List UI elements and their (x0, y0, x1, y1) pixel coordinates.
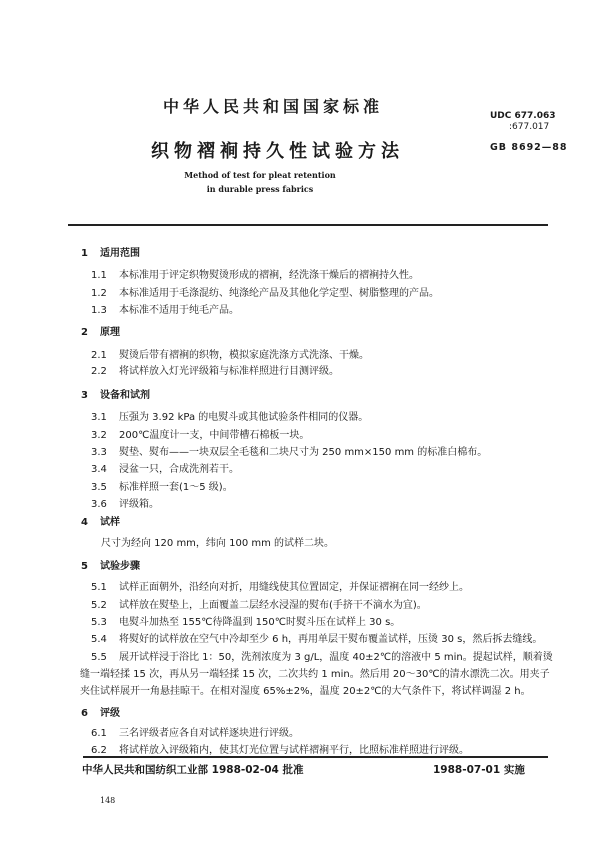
approval-statement: 中华人民共和国纺织工业部 1988-02-04 批准 (82, 764, 304, 776)
section-heading-2: 2 原理 (81, 327, 120, 338)
clause-1-2: 1.2 本标准适用于毛涤混纺、纯涤纶产品及其他化学定型、树脂整理的产品。 (91, 288, 439, 299)
clause-3-6: 3.6 评级箱。 (91, 499, 159, 510)
clause-5-5-continuation-2: 夹住试样展开一角悬挂晾干。在相对湿度 65%±2%，温度 20±2℃的大气条件下，将试样调湿 2 h。 (80, 686, 531, 697)
clause-5-3: 5.3 电熨斗加热至 155℃待降温到 150℃时熨斗压在试样上 30 s。 (91, 617, 401, 628)
clause-3-3: 3.3 熨垫、熨布——一块双层全毛毯和二块尺寸为 250 mm×150 mm 的标准白棉布。 (91, 447, 488, 458)
document-title-en-line-2: in durable press fabrics (206, 184, 314, 194)
national-standard-label: 中华人民共和国国家标准 (163, 97, 384, 116)
clause-1-3: 1.3 本标准不适用于纯毛产品。 (91, 305, 239, 316)
document-title-en-line-1: Method of test for pleat retention (184, 170, 336, 180)
implementation-date: 1988-07-01 实施 (433, 764, 525, 776)
footer-divider (83, 756, 548, 758)
section-heading-1: 1 适用范围 (81, 248, 140, 259)
clause-3-4: 3.4 浸盆一只，合成洗剂若干。 (91, 464, 239, 475)
clause-1-1: 1.1 本标准用于评定织物熨烫形成的褶裥，经洗涤干燥后的褶裥持久性。 (91, 270, 419, 281)
section-heading-6: 6 评级 (81, 708, 120, 719)
clause-6-2: 6.2 将试样放入评级箱内，使其灯光位置与试样褶裥平行，比照标准样照进行评级。 (91, 745, 469, 756)
clause-6-1: 6.1 三名评级者应各自对试样逐块进行评级。 (91, 728, 299, 739)
header-divider (68, 224, 548, 226)
clause-5-4: 5.4 将熨好的试样放在空气中冷却至少 6 h，再用单层干熨布覆盖试样，压烫 30 s，然后拆去缝线。 (91, 634, 543, 645)
section-4-body: 尺寸为经向 120 mm，纬向 100 mm 的试样二块。 (101, 538, 335, 549)
clause-5-1: 5.1 试样正面朝外，沿经向对折，用缝线使其位置固定，并保证褶裥在同一经纱上。 (91, 582, 469, 593)
section-heading-4: 4 试样 (81, 517, 120, 528)
section-heading-5: 5 试验步骤 (81, 561, 140, 572)
udc-code (490, 111, 556, 133)
clause-2-2: 2.2 将试样放入灯光评级箱与标准样照进行目测评级。 (91, 366, 339, 377)
clause-3-1: 3.1 压强为 3.92 kPa 的电熨斗或其他试验条件相同的仪器。 (91, 412, 369, 423)
clause-5-5-continuation-1: 缝一端轻揉 15 次，再从另一端轻揉 15 次，二次共约 1 min。然后用 20～30℃的清水漂洗二次。用夹子 (80, 669, 550, 680)
clause-5-5: 5.5 展开试样浸于浴比 1：50，洗剂浓度为 3 g/L，温度 40±2℃的溶液中 5 min。提起试样，顺着烫 (91, 652, 553, 663)
clause-3-2: 3.2 200℃温度计一支，中间带槽石棉板一块。 (91, 430, 310, 441)
clause-3-5: 3.5 标准样照一套(1～5 级)。 (91, 482, 233, 493)
gb-standard-number: GB 8692—88 (490, 142, 568, 153)
document-title-cn: 织物褶裥持久性试验方法 (151, 141, 404, 162)
clause-2-1: 2.1 熨烫后带有褶裥的织物，模拟家庭洗涤方式洗涤、干燥。 (91, 350, 369, 361)
clause-5-2: 5.2 试样放在熨垫上，上面覆盖二层经水浸湿的熨布(手挤干不滴水为宜)。 (91, 600, 427, 611)
page-number: 148 (100, 796, 116, 805)
udc-line-2: :677.017 (509, 122, 550, 132)
udc-line-1: UDC 677.063 (490, 111, 556, 121)
section-heading-3: 3 设备和试剂 (81, 390, 150, 401)
